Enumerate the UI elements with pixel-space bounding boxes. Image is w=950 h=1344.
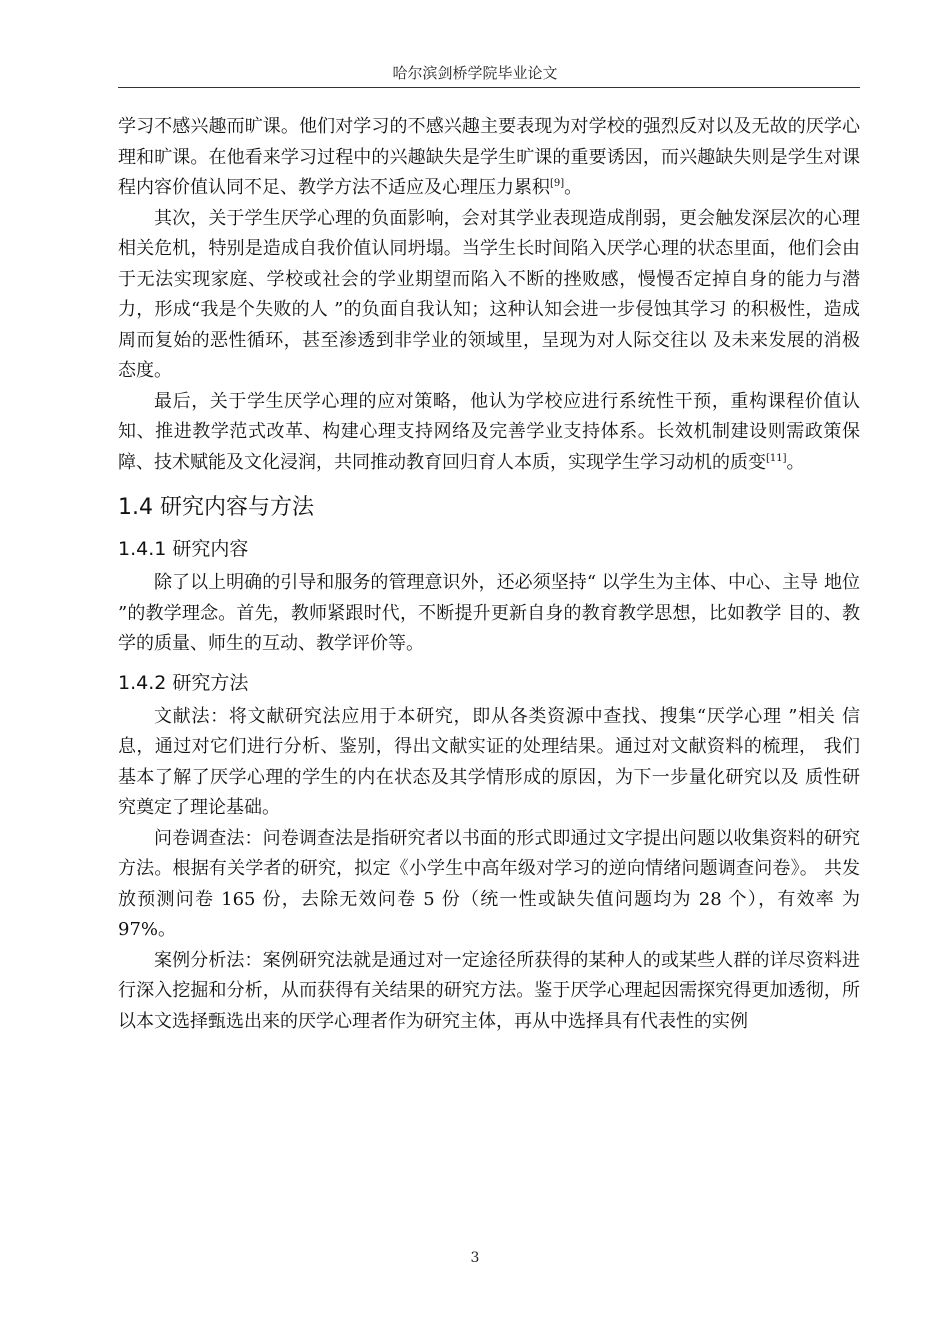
citation-9: [9]: [550, 178, 565, 189]
page-body: [118, 112, 860, 1037]
page-number: 3: [470, 1250, 480, 1266]
paragraph-case-study-method: 案例分析法：案例研究法就是通过对一定途径所获得的某种人的或某些人群的详尽资料进行深入挖掘和分析，从而获得有关结果的研究方法。鉴于厌学心理起因需探究得更加透彻，所以本文选择甄选出来的厌学心理者作为研究主体，再从中选择具有代表性的实例: [118, 949, 860, 1032]
paragraph-questionnaire-method: 问卷调查法：问卷调查法是指研究者以书面的形式即通过文字提出问题以收集资料的研究方法。根据有关学者的研究，拟定《小学生中高年级对学习的逆向情绪问题调查问卷》。 共发放预测问卷 165 份，去除无效问卷 5 份（统一性或缺失值问题均为 28 个），有效率 为 97%。: [118, 827, 860, 940]
paragraph-text: 学习不感兴趣而旷课。他们对学习的不感兴趣主要表现为对学校的强烈反对以及无故的厌学心理和旷课。在他看来学习过程中的兴趣缺失是学生旷课的重要诱因，而兴趣缺失则是学生对课程内容价值认同不足、教学方法不适应及心理压力累积: [118, 116, 860, 198]
paragraph-negative-impact: 其次，关于学生厌学心理的负面影响，会对其学业表现造成削弱，更会触发深层次的心理相关危机，特别是造成自我价值认同坍塌。当学生长时间陷入厌学心理的状态里面，他们会由于无法实现家庭、学校或社会的学业期望而陷入不断的挫败感，慢慢否定掉自身的能力与潜力，形成“我是个失败的人 ”的负面自我认知；这种认知会进一步侵蚀其学习 的积极性，造成周而复始的恶性循环，甚至渗透到非学业的领域里，呈现为对人际交往以 及未来发展的消极态度。: [118, 207, 860, 381]
running-header: 哈尔滨剑桥学院毕业论文: [392, 64, 558, 82]
citation-11: [11]: [766, 452, 787, 464]
paragraph-continued: [118, 112, 860, 204]
section-heading-1-4-2: 1.4.2 研究方法: [118, 671, 249, 694]
section-heading-1-4-1: 1.4.1 研究内容: [118, 538, 249, 560]
paragraph-research-content: 除了以上明确的引导和服务的管理意识外，还必须坚持“ 以学生为主体、中心、主导 地位 ”的教学理念。首先，教师紧跟时代，不断提升更新自身的教育教学思想，比如教学 目的、教学的质量、师生的互动、教学评价等。: [118, 572, 860, 654]
paragraph-literature-method: 文献法：将文献研究法应用于本研究，即从各类资源中查找、搜集“厌学心理 ”相关 信息，通过对它们进行分析、鉴别，得出文献实证的处理结果。通过对文献资料的梳理， 我们基本了解了厌学心理的学生的内在状态及其学情形成的原因，为下一步量化研究以及 质性研究奠定了理论基础。: [118, 705, 861, 818]
header-rule: [118, 87, 860, 88]
paragraph-coping-strategy: [118, 387, 860, 479]
section-heading-1-4: 1.4 研究内容与方法: [118, 495, 314, 520]
paragraph-end: 。: [564, 177, 583, 198]
paragraph-end: 。: [786, 451, 805, 473]
paragraph-text: 最后，关于学生厌学心理的应对策略，他认为学校应进行系统性干预，重构课程价值认知、推进教学范式改革、构建心理支持网络及完善学业支持体系。长效机制建设则需政策保障、技术赋能及文化浸润，共同推动教育回归育人本质，实现学生学习动机的质变: [118, 390, 860, 473]
